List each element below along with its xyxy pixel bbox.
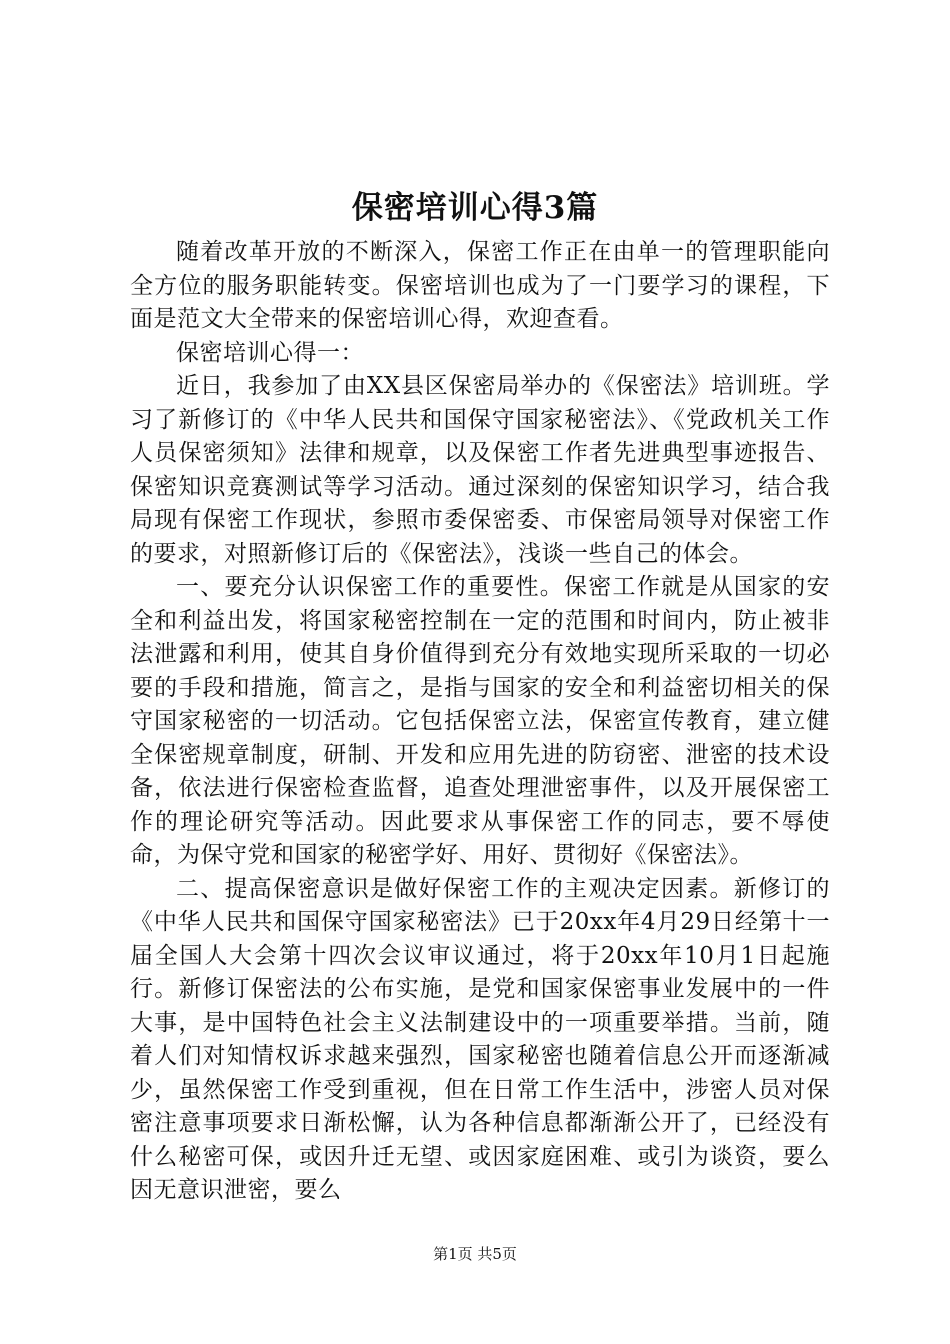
paragraph-training: 近日，我参加了由XX县区保密局举办的《保密法》培训班。学习了新修订的《中华人民共和国保守国家秘密法》、《党政机关工作人员保密须知》法律和规章，以及保密工作者先进典型事迹报告、保密知识竞赛测试等学习活动。通过深刻的保密知识学习，结合我局现有保密工作现状，参照市委保密委、市保密局领导对保密工作的要求，对照新修订后的《保密法》，浅谈一些自己的体会。 — [130, 373, 830, 567]
paragraph-point-two: 二、提高保密意识是做好保密工作的主观决定因素。新修订的《中华人民共和国保守国家秘密法》已于20xx年4月29日经第十一届全国人大会第十四次会议审议通过，将于20xx年10月1日起施行。新修订保密法的公布实施，是党和国家保密事业发展中的一件大事，是中国特色社会主义法制建设中的一项重要举措。当前，随着人们对知情权诉求越来强烈，国家秘密也随着信息公开而逐渐减少，虽然保密工作受到重视，但在日常工作生活中，涉密人员对保密注意事项要求日渐松懈，认为各种信息都渐渐公开了，已经没有什么秘密可保，或因升迁无望、或因家庭困难、或引为谈资，要么因无意识泄密，要么 — [130, 875, 830, 1203]
page-number-footer: 第1页 共5页 — [433, 1245, 517, 1263]
paragraph-intro: 随着改革开放的不断深入，保密工作正在由单一的管理职能向全方位的服务职能转变。保密培训也成为了一门要学习的课程，下面是范文大全带来的保密培训心得，欢迎查看。 — [130, 239, 830, 332]
paragraph-section-heading: 保密培训心得一： — [176, 339, 364, 366]
paragraph-point-one: 一、要充分认识保密工作的重要性。保密工作就是从国家的安全和利益出发，将国家秘密控制在一定的范围和时间内，防止被非法泄露和利用，使其自身价值得到充分有效地实现所采取的一切必要的手段和措施，简言之，是指与国家的安全和利益密切相关的保守国家秘密的一切活动。它包括保密立法，保密宣传教育，建立健全保密规章制度，研制、开发和应用先进的防窃密、泄密的技术设备，依法进行保密检查监督，追查处理泄密事件，以及开展保密工作的理论研究等活动。因此要求从事保密工作的同志，要不辱使命，为保守党和国家的秘密学好、用好、贯彻好《保密法》。 — [130, 574, 830, 868]
document-title: 保密培训心得3篇 — [351, 190, 599, 226]
document-body — [130, 236, 830, 1208]
